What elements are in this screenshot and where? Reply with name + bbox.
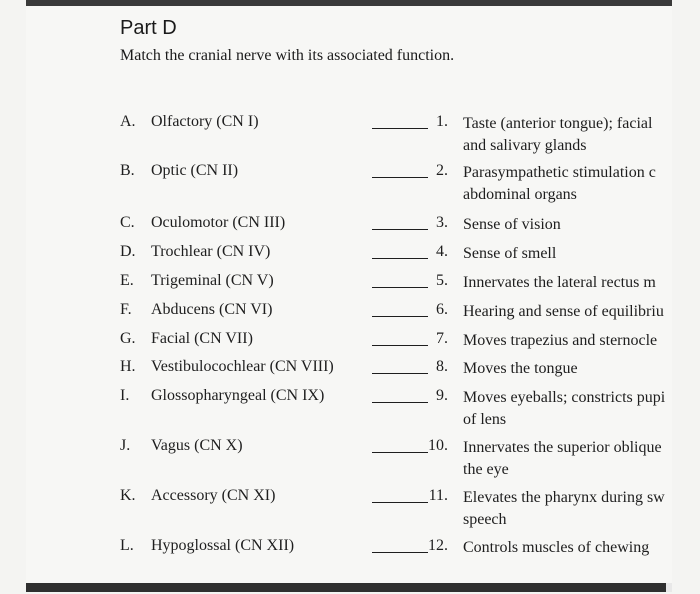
function-text: Innervates the lateral rectus m [463,274,656,291]
nerve-item: F. Abducens (CN VI) [120,301,273,318]
function-text: Parasympathetic stimulation c abdominal organs [463,164,656,203]
match-row [0,437,700,478]
function-number: 6. [436,301,448,318]
nerve-item: D. Trochlear (CN IV) [120,243,271,260]
function-number: 9. [436,387,448,404]
bottom-border [26,583,672,592]
instructions: Match the cranial nerve with its associated function. [120,47,455,64]
nerve-item: J. Vagus (CN X) [120,437,243,454]
page-title: Part D [120,17,177,39]
function-number: 5. [436,272,448,289]
match-row [0,487,700,528]
match-row [0,301,700,323]
nerve-item: E. Trigeminal (CN V) [120,272,274,289]
match-row [0,387,700,428]
nerve-item: K. Accessory (CN XI) [120,487,276,504]
function-number: 11. [428,487,448,504]
function-text: Controls muscles of chewing [463,539,650,556]
nerve-item: B. Optic (CN II) [120,162,239,179]
function-number: 8. [436,358,448,375]
function-text: Moves the tongue [463,360,578,377]
match-row [0,358,700,380]
bottom-border-gap [666,583,672,592]
function-text: Sense of smell [463,245,557,262]
function-number: 2. [436,162,448,179]
nerve-item: A. Olfactory (CN I) [120,113,259,130]
match-row [0,162,700,203]
function-text: Moves eyeballs; constricts pupi of lens [463,389,666,428]
function-text: Sense of vision [463,216,561,233]
function-number: 1. [436,113,448,130]
function-text: Hearing and sense of equilibriu [463,303,664,320]
nerve-item: I. Glossopharyngeal (CN IX) [120,387,325,404]
function-text: Elevates the pharynx during sw speech [463,489,665,528]
function-text: Moves trapezius and sternocle [463,332,658,349]
match-row [0,214,700,236]
match-row [0,243,700,265]
function-number: 10. [428,437,448,454]
match-row [0,537,700,559]
function-number: 3. [436,214,448,231]
match-row [0,272,700,294]
function-number: 7. [436,330,448,347]
function-text: Taste (anterior tongue); facial and salivary glands [463,115,653,154]
match-row [0,113,700,154]
function-number: 12. [428,537,448,554]
function-number: 4. [436,243,448,260]
function-text: Innervates the superior oblique the eye [463,439,662,478]
nerve-item: C. Oculomotor (CN III) [120,214,286,231]
nerve-item: G. Facial (CN VII) [120,330,253,347]
nerve-item: H. Vestibulocochlear (CN VIII) [120,358,334,375]
nerve-item: L. Hypoglossal (CN XII) [120,537,295,554]
match-row [0,330,700,352]
